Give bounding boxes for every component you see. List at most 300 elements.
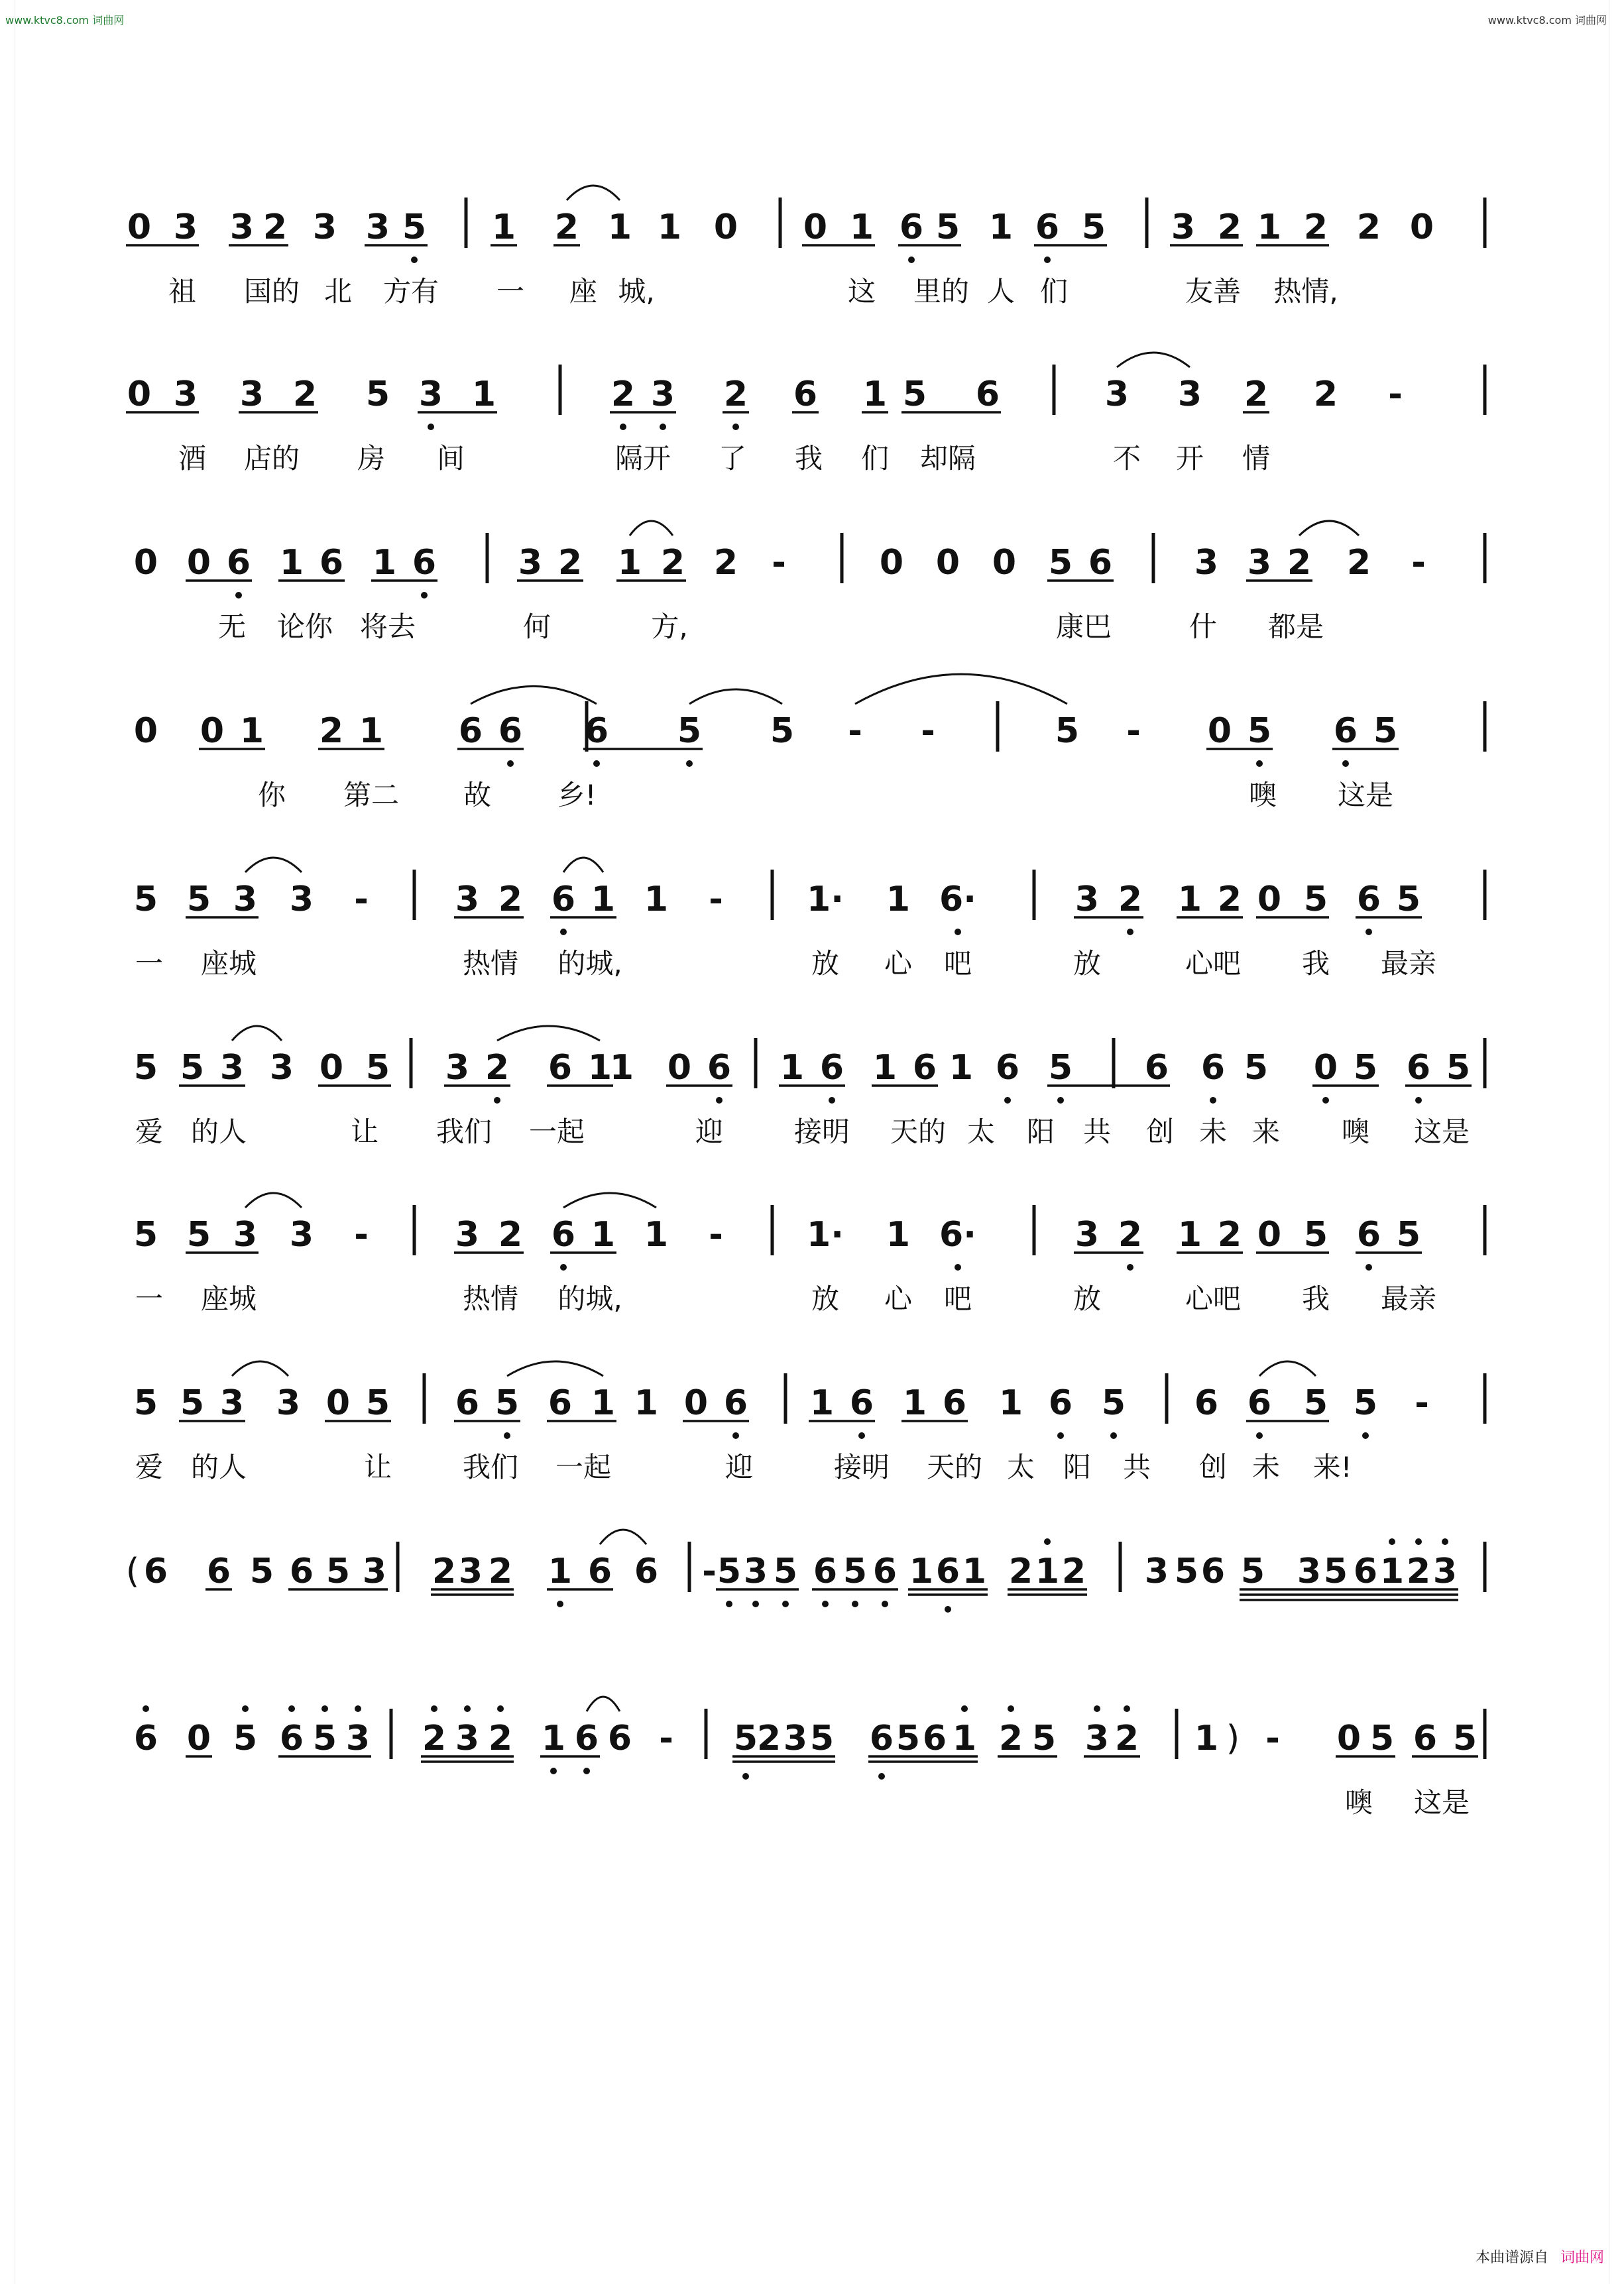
lyric-syllable: 太 [966, 1115, 996, 1148]
tie-slur [563, 1193, 656, 1208]
lyric-syllable: 一 [496, 275, 525, 308]
octave-dot-high [143, 1705, 149, 1712]
note: 5 [1081, 207, 1106, 247]
note: 6 [133, 1719, 158, 1758]
note: 0 [1257, 1215, 1282, 1255]
tie-slur [563, 858, 603, 872]
note: 6 [634, 1552, 659, 1591]
lyric-syllable: 房 [357, 442, 386, 475]
octave-dot-low [1004, 1097, 1011, 1104]
octave-dot-high [497, 1705, 504, 1712]
score-row [126, 186, 1485, 308]
octave-dot-low [955, 929, 961, 935]
note: 5 [1031, 1719, 1057, 1758]
lyric-syllable: 们 [860, 442, 890, 475]
note: 5 [842, 1552, 868, 1591]
note: 5 [1174, 1552, 1199, 1591]
octave-dot-low [908, 257, 915, 263]
note: 1 [617, 543, 642, 583]
note: 2 [1244, 374, 1269, 414]
note: 0 [127, 374, 152, 414]
octave-dot-low [550, 1768, 557, 1774]
lyric-syllable: 北 [323, 275, 353, 308]
octave-dot-high [1442, 1538, 1448, 1545]
note: 5 [773, 1552, 798, 1591]
note: 0 [186, 1719, 211, 1758]
note: 0 [803, 207, 828, 247]
lyric-syllable: 噢 [1341, 1115, 1370, 1148]
lyric-syllable: 人 [986, 275, 1015, 308]
note: 3 [1084, 1719, 1110, 1758]
note: 3 [1432, 1552, 1458, 1591]
note: 3 [289, 1215, 314, 1255]
lyric-syllable: 天的 [890, 1115, 947, 1148]
lyric-syllable: 阳 [1026, 1115, 1055, 1148]
lyric-syllable: 方, [651, 610, 688, 643]
note: 6 [1200, 1048, 1226, 1088]
tie-slur [600, 1530, 646, 1544]
octave-dot-low [1415, 1097, 1422, 1104]
octave-dot-low [1256, 1432, 1263, 1439]
lyric-syllable: 噢 [1344, 1786, 1373, 1819]
note: 5 [1373, 711, 1398, 751]
note: 1 [372, 543, 397, 583]
note: 6 [1194, 1383, 1219, 1423]
note: 1 [491, 207, 516, 247]
octave-dot-high [1389, 1538, 1395, 1545]
dash-mark: - [1265, 1719, 1280, 1758]
note: 2 [422, 1719, 447, 1758]
lyric-syllable: 国的 [243, 275, 300, 308]
note: 0 [1207, 711, 1232, 751]
score-row [134, 674, 1485, 811]
dash-mark: - [354, 880, 369, 919]
note: 2 [660, 543, 685, 583]
octave-dot-low [742, 1773, 749, 1780]
note: 2 [713, 543, 738, 583]
tie-slur [507, 1361, 603, 1376]
lyric-syllable: 里的 [913, 275, 970, 308]
octave-dot-low [560, 929, 567, 935]
note: 5 [935, 207, 960, 247]
note: 5 [677, 711, 702, 751]
note: 6 [548, 1048, 573, 1088]
lyric-syllable: 这 [847, 275, 876, 308]
note: 5 [1303, 880, 1328, 919]
lyric-syllable: 论你 [276, 610, 333, 643]
note: 5 [1446, 1048, 1471, 1088]
octave-dot-low [732, 424, 739, 430]
lyric-syllable: 让 [363, 1451, 392, 1483]
note: 1 [607, 207, 632, 247]
footer-source [1476, 2246, 1604, 2267]
octave-dot-low [1057, 1432, 1064, 1439]
lyric-syllable: 最亲 [1380, 1283, 1437, 1315]
note: 3 [345, 1719, 371, 1758]
octave-dot-low [428, 424, 434, 430]
note: 3 [445, 1048, 470, 1088]
note: 5 [896, 1719, 921, 1758]
dash-mark: - [1415, 1383, 1429, 1423]
lyric-syllable: 方有 [382, 275, 439, 308]
lyric-syllable: 不 [1112, 442, 1141, 475]
note: 2 [1061, 1552, 1086, 1591]
lyric-syllable: 隔开 [614, 442, 671, 475]
note: 6 [1353, 1552, 1378, 1591]
octave-dot-high [355, 1705, 361, 1712]
note: 5 [133, 880, 158, 919]
lyric-syllable: 让 [350, 1115, 379, 1148]
lyric-syllable: 将去 [359, 610, 416, 643]
note: 6 [574, 1719, 599, 1758]
note: 5 [365, 1048, 390, 1088]
note: 5 [1055, 711, 1080, 751]
note: 1 [952, 1719, 977, 1758]
note: 6 [899, 207, 924, 247]
note: 6 [935, 1552, 960, 1591]
lyric-syllable: 未 [1251, 1451, 1281, 1483]
octave-dot-low [829, 1097, 835, 1104]
note: 3 [743, 1552, 768, 1591]
note: 5 [1048, 543, 1073, 583]
note: 6 [551, 1215, 576, 1255]
note: 5 [312, 1719, 337, 1758]
note: 2 [1287, 543, 1312, 583]
lyric-syllable: 爱 [135, 1115, 164, 1148]
note: 1· [807, 1215, 844, 1255]
note: 6 [813, 1552, 838, 1591]
note: 6 [458, 711, 483, 751]
lyric-syllable: 一起 [555, 1451, 612, 1483]
lyric-syllable: 的人 [190, 1451, 247, 1483]
octave-dot-low [421, 592, 428, 599]
footer-site-name: 词曲网 [1560, 2250, 1604, 2266]
octave-dot-low [1342, 760, 1349, 767]
note: 1 [657, 207, 682, 247]
note: 6 [1356, 1215, 1381, 1255]
lyric-syllable: 间 [436, 442, 465, 475]
lyric-syllable: 这是 [1413, 1115, 1470, 1148]
octave-dot-high [464, 1705, 471, 1712]
note: 5 [365, 1383, 390, 1423]
lyric-syllable: 来 [1251, 1115, 1281, 1148]
note: 6 [584, 711, 609, 751]
note: 0 [683, 1383, 709, 1423]
note: 3 [458, 1552, 483, 1591]
lyric-syllable: 迎 [695, 1115, 724, 1148]
note: 5 [717, 1552, 742, 1591]
lyric-syllable: 我 [1301, 947, 1330, 980]
octave-dot-low [1362, 1432, 1369, 1439]
note: 1 [1177, 880, 1202, 919]
note: 0 [127, 207, 152, 247]
lyric-syllable: 阳 [1063, 1451, 1092, 1483]
note: 1 [862, 374, 888, 414]
tie-slur [855, 674, 1067, 704]
lyric-syllable: 无 [217, 610, 247, 643]
dash-mark: - [1411, 543, 1426, 583]
note: 5 [133, 1048, 158, 1088]
octave-dot-low [945, 1606, 951, 1613]
tie-slur [630, 521, 673, 536]
note: 2 [1008, 1552, 1033, 1591]
note: 3 [455, 1719, 480, 1758]
note: 1 [1177, 1215, 1202, 1255]
octave-dot-low [882, 1601, 888, 1607]
score-row [126, 1530, 1485, 1613]
note: 2 [498, 880, 523, 919]
lyric-syllable: 我们 [462, 1451, 519, 1483]
note: 3 [1177, 374, 1202, 414]
note: 5 [1353, 1048, 1378, 1088]
tie-slur [497, 1026, 600, 1041]
note: 2 [498, 1215, 523, 1255]
octave-dot-low [560, 1264, 567, 1271]
note: 0 [325, 1383, 351, 1423]
lyric-syllable: 未 [1198, 1115, 1228, 1148]
note: 1 [1379, 1552, 1405, 1591]
octave-dot-high [431, 1705, 437, 1712]
note: 5 [1353, 1383, 1378, 1423]
note: 2 [1356, 207, 1381, 247]
note: 1 [609, 1048, 634, 1088]
note: 2 [488, 1552, 513, 1591]
note: 0 [1409, 207, 1434, 247]
lyric-syllable: 心吧 [1185, 947, 1242, 980]
note: 5 [1101, 1383, 1126, 1423]
lyric-syllable: 放 [811, 1283, 840, 1315]
dash-mark: - [1126, 711, 1141, 751]
lyric-syllable: 噢 [1248, 779, 1277, 811]
lyric-syllable: 热情 [462, 947, 519, 980]
lyric-syllable: 一 [135, 947, 164, 980]
note: 3 [312, 207, 337, 247]
note: 6 [819, 1048, 844, 1088]
bracket-mark: ) [1226, 1719, 1240, 1758]
lyric-syllable: 太 [1006, 1451, 1035, 1483]
note: 1 [471, 374, 496, 414]
note: 3 [239, 374, 264, 414]
note: 2 [262, 207, 288, 247]
lyric-syllable: 一起 [528, 1115, 585, 1148]
lyric-syllable: 迎 [725, 1451, 754, 1483]
note: 5 [1303, 1383, 1328, 1423]
note: 5 [770, 711, 795, 751]
tie-slur [587, 1697, 620, 1711]
octave-dot-low [732, 1432, 739, 1439]
dash-mark: - [702, 1552, 717, 1591]
note: 2 [1346, 543, 1371, 583]
octave-dot-low [620, 424, 626, 430]
score-row [134, 1361, 1485, 1483]
lyric-syllable: 什 [1189, 610, 1218, 643]
note: 6 [551, 880, 576, 919]
note: 2 [756, 1719, 782, 1758]
note: 6 [849, 1383, 874, 1423]
note: 3 [173, 207, 198, 247]
note: 5 [180, 1383, 205, 1423]
note: 1 [644, 880, 669, 919]
lyric-syllable: 座 [569, 275, 598, 308]
tie-slur [689, 689, 782, 704]
note: 6 [206, 1552, 231, 1591]
note: 5 [1240, 1552, 1265, 1591]
lyric-syllable: 开 [1175, 442, 1204, 475]
note: 6 [143, 1552, 168, 1591]
note: 5 [1244, 1048, 1269, 1088]
note: 3 [518, 543, 543, 583]
note: 3 [233, 1215, 258, 1255]
note: 6 [1088, 543, 1113, 583]
note: 2 [1118, 1215, 1143, 1255]
note: 1 [591, 880, 616, 919]
lyric-syllable: 情 [1242, 442, 1271, 475]
note: 6 [723, 1383, 748, 1423]
score-row [134, 521, 1485, 643]
note: 1 [886, 880, 911, 919]
note: 1 [780, 1048, 805, 1088]
lyric-syllable: 接明 [833, 1451, 890, 1483]
note: 6 [607, 1719, 632, 1758]
note: 6 [279, 1719, 304, 1758]
note: 2 [1217, 1215, 1242, 1255]
lyric-syllable: 这是 [1413, 1786, 1470, 1819]
note: 6 [1200, 1552, 1226, 1591]
lyric-syllable: 的城, [557, 947, 622, 980]
octave-dot-low [1365, 929, 1372, 935]
tie-slur [471, 686, 597, 704]
note: 5 [1396, 880, 1421, 919]
note: 0 [667, 1048, 692, 1088]
note: 2 [319, 711, 344, 751]
note: 3 [455, 880, 480, 919]
lyric-syllable: 放 [811, 947, 840, 980]
note: 6 [587, 1552, 612, 1591]
note: 3 [233, 880, 258, 919]
note: 6 [1048, 1383, 1073, 1423]
note: 3 [1247, 543, 1272, 583]
note: 1 [886, 1215, 911, 1255]
note: 3 [219, 1048, 245, 1088]
note: 6 [1356, 880, 1381, 919]
note: 3 [1104, 374, 1130, 414]
note: 5 [902, 374, 927, 414]
footer-source-label: 本曲谱源自 [1475, 2250, 1548, 2266]
note: 1 [279, 543, 304, 583]
lyric-syllable: 座城 [200, 947, 257, 980]
note: 1 [1257, 207, 1282, 247]
note: 2 [488, 1719, 513, 1758]
lyric-syllable: 们 [1039, 275, 1069, 308]
lyric-syllable: 最亲 [1380, 947, 1437, 980]
note: 2 [554, 207, 579, 247]
octave-dot-low [411, 257, 418, 263]
tie-slur [245, 858, 302, 872]
note: 1 [872, 1048, 898, 1088]
lyric-syllable: 放 [1073, 947, 1102, 980]
note: 1 [239, 711, 264, 751]
octave-dot-low [1127, 1264, 1133, 1271]
tie-slur [1117, 353, 1190, 367]
lyric-syllable: 何 [522, 610, 551, 643]
lyric-syllable: 心 [884, 1283, 913, 1315]
lyric-syllable: 热情, [1273, 275, 1338, 308]
note: 3 [1074, 880, 1100, 919]
note: 6 [289, 1552, 314, 1591]
note: 6 [942, 1383, 967, 1423]
octave-dot-low [504, 1432, 510, 1439]
octave-dot-low [852, 1601, 858, 1607]
note: 3 [362, 1552, 387, 1591]
note: 6 [793, 374, 818, 414]
dash-mark: - [659, 1719, 673, 1758]
lyric-syllable: 我 [794, 442, 823, 475]
lyric-syllable: 祖 [168, 275, 197, 308]
note: 2 [1406, 1552, 1431, 1591]
note: 3 [650, 374, 675, 414]
dash-mark: - [921, 711, 935, 751]
note: 1 [988, 207, 1014, 247]
octave-dot-high [1415, 1538, 1422, 1545]
note: 6 [319, 543, 344, 583]
note: 1 [591, 1215, 616, 1255]
note: 1 [541, 1719, 566, 1758]
lyric-syllable: 你 [257, 779, 286, 811]
octave-dot-low [1127, 929, 1133, 935]
note: 6 [869, 1719, 894, 1758]
bracket-mark: ( [125, 1552, 140, 1591]
note: 2 [1303, 207, 1328, 247]
dash-mark: - [1388, 374, 1403, 414]
note: 1 [644, 1215, 669, 1255]
note: 3 [276, 1383, 301, 1423]
note: 0 [133, 711, 158, 751]
octave-dot-low [782, 1601, 789, 1607]
note: 2 [1118, 880, 1143, 919]
note: 0 [1313, 1048, 1338, 1088]
lyric-syllable: 爱 [135, 1451, 164, 1483]
lyric-syllable: 友善 [1185, 275, 1242, 308]
note: 1 [998, 1383, 1023, 1423]
note: 2 [1217, 880, 1242, 919]
lyric-syllable: 热情 [462, 1283, 519, 1315]
lyric-syllable: 康巴 [1055, 610, 1112, 643]
note: 6 [922, 1719, 947, 1758]
octave-dot-high [321, 1705, 328, 1712]
dash-mark: - [709, 1215, 723, 1255]
note: 3 [1297, 1552, 1322, 1591]
note: 6 [1144, 1048, 1169, 1088]
note: 6 [1333, 711, 1358, 751]
note: 3 [229, 207, 255, 247]
note: 3 [365, 207, 390, 247]
lyric-syllable: 酒 [178, 442, 207, 475]
tie-slur [232, 1361, 288, 1376]
note: 5 [809, 1719, 835, 1758]
octave-dot-low [726, 1601, 732, 1607]
octave-dot-low [557, 1601, 563, 1607]
dash-mark: - [772, 543, 786, 583]
note: 3 [173, 374, 198, 414]
note: 1· [807, 880, 844, 919]
octave-dot-low [1044, 257, 1051, 263]
note: 0 [935, 543, 960, 583]
tie-slur [567, 186, 620, 200]
tie-slur [232, 1026, 282, 1041]
note: 3 [1144, 1552, 1169, 1591]
note: 6 [872, 1552, 898, 1591]
note: 3 [1074, 1215, 1100, 1255]
